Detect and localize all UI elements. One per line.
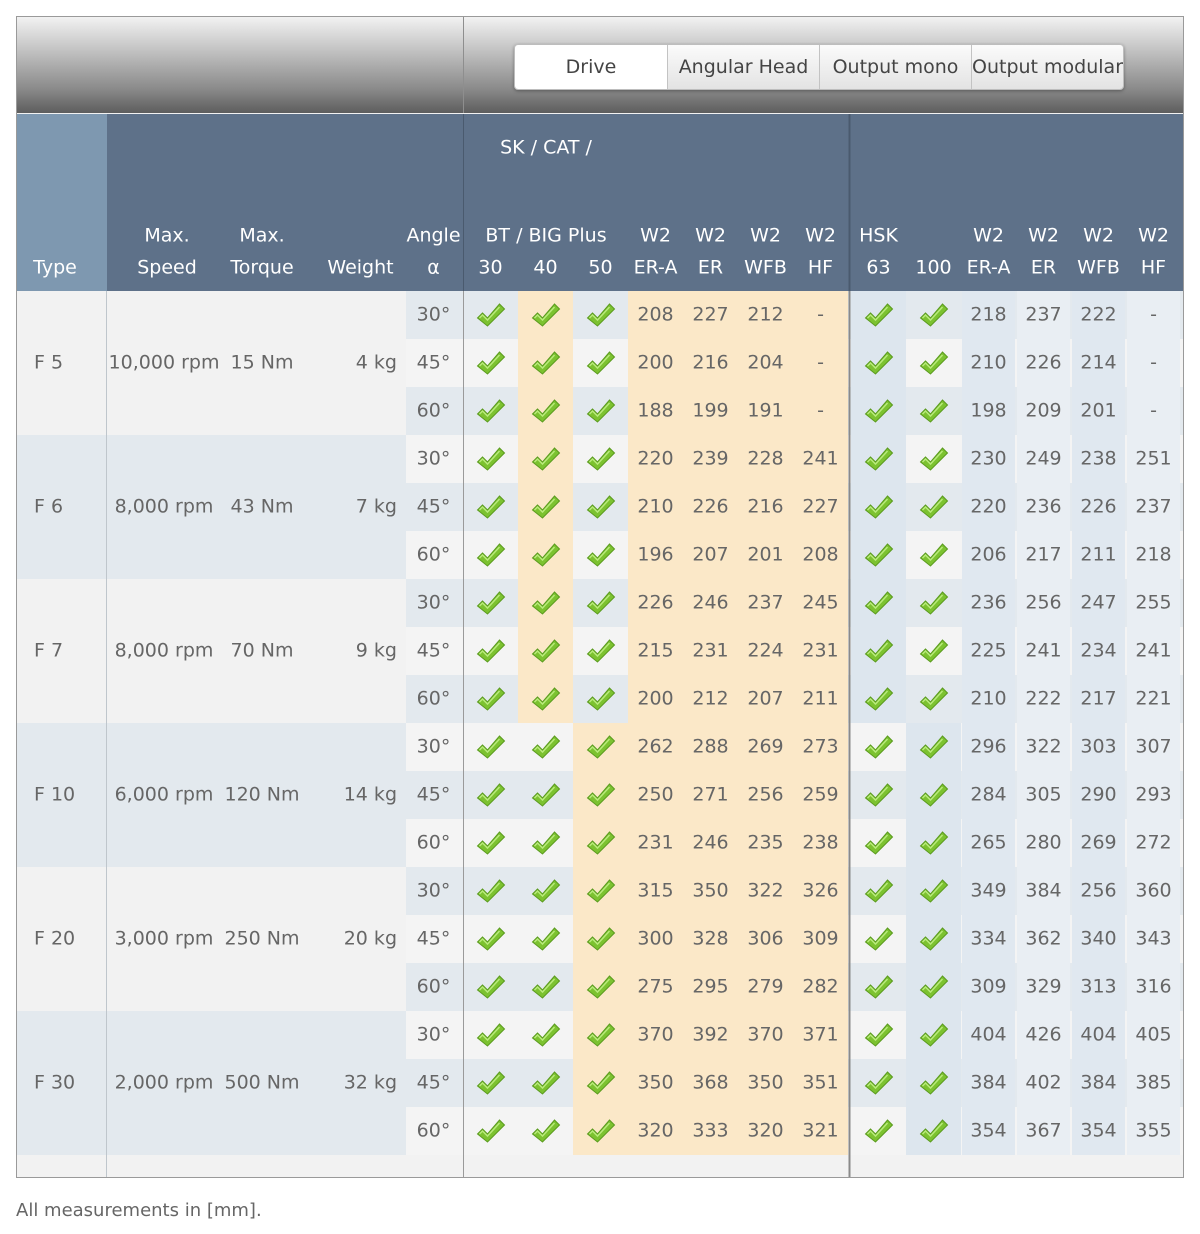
toolbar-divider (463, 17, 464, 113)
speed-cell: 3,000 rpm (114, 927, 214, 950)
angle-cell: 45° (416, 495, 451, 518)
angle-cell: 45° (416, 927, 451, 950)
angle-column-header: Angle (406, 224, 461, 247)
length-value-cell: 228 (747, 447, 784, 470)
speed-cell: 10,000 rpm (108, 351, 220, 374)
length-value-cell: 217 (1025, 543, 1062, 566)
speed-cell: 8,000 rpm (114, 495, 214, 518)
length-value-cell: 320 (747, 1119, 784, 1142)
type-cell: F 20 (34, 927, 76, 950)
length-value-cell: 227 (802, 495, 839, 518)
length-value-cell: 334 (970, 927, 1007, 950)
length-value-cell: 316 (1135, 975, 1172, 998)
length-value-cell: 288 (692, 735, 729, 758)
table-toolbar (17, 17, 1183, 113)
length-value-cell: 226 (1025, 351, 1062, 374)
size-column-header: 100 (915, 256, 952, 279)
length-value-cell: 210 (970, 687, 1007, 710)
length-value-cell: 224 (747, 639, 784, 662)
length-value-cell: 237 (1135, 495, 1172, 518)
length-value-cell: 218 (1135, 543, 1172, 566)
w2-column-header: W2 (640, 224, 671, 247)
length-value-cell: 238 (802, 831, 839, 854)
length-value-cell: 351 (802, 1071, 839, 1094)
length-value-cell: 309 (802, 927, 839, 950)
length-value-cell: 309 (970, 975, 1007, 998)
length-value-cell: 329 (1025, 975, 1062, 998)
w2-column-header: HF (1140, 256, 1167, 279)
length-value-cell: 249 (1025, 447, 1062, 470)
speed-column-header: Max. (144, 224, 190, 247)
type-cell: F 5 (34, 351, 64, 374)
length-value-cell: 246 (692, 831, 729, 854)
length-value-cell: 218 (970, 303, 1007, 326)
angle-cell: 30° (416, 303, 451, 326)
length-value-cell: 322 (1025, 735, 1062, 758)
length-value-cell: 245 (802, 591, 839, 614)
angle-cell: 45° (416, 783, 451, 806)
torque-column-header: Torque (230, 256, 294, 279)
tab-drive[interactable]: Drive (515, 45, 667, 89)
angle-cell: 45° (416, 1071, 451, 1094)
weight-column-header: Weight (327, 256, 394, 279)
length-value-cell: 251 (1135, 447, 1172, 470)
length-value-cell: 230 (970, 447, 1007, 470)
angle-cell: 30° (416, 1023, 451, 1046)
length-value-cell: 222 (1025, 687, 1062, 710)
length-value-cell: 280 (1025, 831, 1062, 854)
length-value-cell: 300 (637, 927, 674, 950)
length-value-cell: 220 (970, 495, 1007, 518)
length-value-cell: 241 (1135, 639, 1172, 662)
angle-cell: 30° (416, 591, 451, 614)
length-value-cell: 384 (1025, 879, 1062, 902)
length-value-cell: 350 (692, 879, 729, 902)
interface-group-title: SK / CAT / (500, 136, 592, 159)
length-value-cell: 350 (637, 1071, 674, 1094)
length-value-cell: 250 (637, 783, 674, 806)
size-column-header: 63 (866, 256, 891, 279)
length-value-cell: 236 (1025, 495, 1062, 518)
length-value-cell: 235 (747, 831, 784, 854)
length-value-cell: 207 (747, 687, 784, 710)
type-column-header: Type (33, 256, 77, 279)
w2-column-header: ER-A (633, 256, 678, 279)
length-value-cell: 196 (637, 543, 674, 566)
torque-cell: 70 Nm (230, 639, 294, 662)
weight-cell: 20 kg (343, 927, 397, 950)
length-value-cell: 262 (637, 735, 674, 758)
w2-column-header: W2 (805, 224, 836, 247)
length-value-cell: 188 (637, 399, 674, 422)
length-value-cell: 191 (747, 399, 784, 422)
type-cell: F 7 (34, 639, 64, 662)
angle-cell: 30° (416, 735, 451, 758)
w2-column-header: HF (807, 256, 834, 279)
type-cell: F 6 (34, 495, 64, 518)
view-tab-group (514, 44, 1124, 90)
torque-cell: 43 Nm (230, 495, 294, 518)
angle-cell: 45° (416, 351, 451, 374)
length-value-cell: 239 (692, 447, 729, 470)
length-value-cell: 231 (637, 831, 674, 854)
length-value-cell: 234 (1080, 639, 1117, 662)
length-value-cell: 405 (1135, 1023, 1172, 1046)
length-value-cell: 269 (1080, 831, 1117, 854)
length-value-cell: 256 (747, 783, 784, 806)
length-value-cell: 293 (1135, 783, 1172, 806)
length-value-cell: 273 (802, 735, 839, 758)
length-value-cell: 259 (802, 783, 839, 806)
w2-column-header: W2 (973, 224, 1004, 247)
length-value-cell: 227 (692, 303, 729, 326)
length-value-cell: 237 (1025, 303, 1062, 326)
angle-cell: 60° (416, 831, 451, 854)
length-value-cell: - (1150, 399, 1157, 422)
length-value-cell: 226 (637, 591, 674, 614)
length-value-cell: 255 (1135, 591, 1172, 614)
weight-cell: 9 kg (355, 639, 397, 662)
length-value-cell: 206 (970, 543, 1007, 566)
length-value-cell: 404 (1080, 1023, 1117, 1046)
length-value-cell: 306 (747, 927, 784, 950)
length-value-cell: 200 (637, 687, 674, 710)
table-footer-strip (17, 1155, 1183, 1177)
length-value-cell: 212 (692, 687, 729, 710)
w2-column-header: ER (697, 256, 724, 279)
length-value-cell: 402 (1025, 1071, 1062, 1094)
length-value-cell: 290 (1080, 783, 1117, 806)
length-value-cell: 207 (692, 543, 729, 566)
length-value-cell: 271 (692, 783, 729, 806)
interface-group-title: HSK (859, 224, 898, 247)
w2-column-header: ER-A (966, 256, 1011, 279)
speed-column-header: Speed (137, 256, 197, 279)
length-value-cell: 385 (1135, 1071, 1172, 1094)
angle-cell: 60° (416, 975, 451, 998)
torque-cell: 15 Nm (230, 351, 294, 374)
length-value-cell: 208 (802, 543, 839, 566)
length-value-cell: 328 (692, 927, 729, 950)
length-value-cell: 241 (1025, 639, 1062, 662)
length-value-cell: 354 (970, 1119, 1007, 1142)
length-value-cell: 211 (1080, 543, 1117, 566)
tab-output-mono[interactable]: Output mono (819, 45, 971, 89)
length-value-cell: - (817, 351, 824, 374)
length-value-cell: 320 (637, 1119, 674, 1142)
length-value-cell: 295 (692, 975, 729, 998)
spec-table (17, 114, 1183, 1177)
length-value-cell: 370 (637, 1023, 674, 1046)
length-value-cell: 269 (747, 735, 784, 758)
length-value-cell: 326 (802, 879, 839, 902)
angle-cell: 60° (416, 399, 451, 422)
length-value-cell: 384 (1080, 1071, 1117, 1094)
length-value-cell: 256 (1025, 591, 1062, 614)
torque-cell: 250 Nm (224, 927, 300, 950)
angle-cell: 30° (416, 879, 451, 902)
length-value-cell: 303 (1080, 735, 1117, 758)
torque-cell: 500 Nm (224, 1071, 300, 1094)
length-value-cell: 238 (1080, 447, 1117, 470)
length-value-cell: 368 (692, 1071, 729, 1094)
speed-cell: 2,000 rpm (114, 1071, 214, 1094)
w2-column-header: WFB (1077, 256, 1120, 279)
length-value-cell: 313 (1080, 975, 1117, 998)
length-value-cell: 216 (692, 351, 729, 374)
length-value-cell: 225 (970, 639, 1007, 662)
angle-cell: 60° (416, 543, 451, 566)
length-value-cell: 384 (970, 1071, 1007, 1094)
angle-cell: 30° (416, 447, 451, 470)
length-value-cell: 333 (692, 1119, 729, 1142)
weight-cell: 7 kg (355, 495, 397, 518)
length-value-cell: 201 (1080, 399, 1117, 422)
length-value-cell: 340 (1080, 927, 1117, 950)
length-value-cell: 265 (970, 831, 1007, 854)
angle-cell: 60° (416, 1119, 451, 1142)
length-value-cell: 279 (747, 975, 784, 998)
length-value-cell: 215 (637, 639, 674, 662)
size-column-header: 50 (588, 256, 613, 279)
interface-group-subtitle: BT / BIG Plus (485, 224, 607, 247)
angle-cell: 60° (416, 687, 451, 710)
length-value-cell: 201 (747, 543, 784, 566)
length-value-cell: 246 (692, 591, 729, 614)
length-value-cell: 282 (802, 975, 839, 998)
length-value-cell: 362 (1025, 927, 1062, 950)
speed-cell: 6,000 rpm (114, 783, 214, 806)
w2-column-header: W2 (1083, 224, 1114, 247)
length-value-cell: 231 (692, 639, 729, 662)
length-value-cell: 322 (747, 879, 784, 902)
length-value-cell: 404 (970, 1023, 1007, 1046)
length-value-cell: 241 (802, 447, 839, 470)
length-value-cell: 199 (692, 399, 729, 422)
length-value-cell: 284 (970, 783, 1007, 806)
length-value-cell: 231 (802, 639, 839, 662)
measurement-note: All measurements in [mm]. (16, 1200, 262, 1221)
angle-cell: 45° (416, 639, 451, 662)
type-cell: F 10 (34, 783, 76, 806)
length-value-cell: 216 (747, 495, 784, 518)
length-value-cell: 226 (1080, 495, 1117, 518)
length-value-cell: 367 (1025, 1119, 1062, 1142)
w2-column-header: WFB (744, 256, 787, 279)
weight-cell: 14 kg (343, 783, 397, 806)
tab-angular-head[interactable]: Angular Head (667, 45, 819, 89)
length-value-cell: 237 (747, 591, 784, 614)
length-value-cell: 198 (970, 399, 1007, 422)
length-value-cell: 315 (637, 879, 674, 902)
length-value-cell: - (1150, 351, 1157, 374)
length-value-cell: 360 (1135, 879, 1172, 902)
tab-output-modular[interactable]: Output modular (971, 45, 1123, 89)
length-value-cell: 355 (1135, 1119, 1172, 1142)
length-value-cell: 226 (692, 495, 729, 518)
length-value-cell: 256 (1080, 879, 1117, 902)
length-value-cell: 211 (802, 687, 839, 710)
length-value-cell: 200 (637, 351, 674, 374)
length-value-cell: 371 (802, 1023, 839, 1046)
length-value-cell: 222 (1080, 303, 1117, 326)
size-column-header: 30 (478, 256, 503, 279)
length-value-cell: 221 (1135, 687, 1172, 710)
length-value-cell: 210 (970, 351, 1007, 374)
length-value-cell: 350 (747, 1071, 784, 1094)
length-value-cell: 212 (747, 303, 784, 326)
torque-column-header: Max. (239, 224, 285, 247)
size-column-header: 40 (533, 256, 558, 279)
w2-column-header: W2 (695, 224, 726, 247)
length-value-cell: - (1150, 303, 1157, 326)
length-value-cell: 343 (1135, 927, 1172, 950)
w2-column-header: W2 (750, 224, 781, 247)
length-value-cell: 349 (970, 879, 1007, 902)
length-value-cell: 321 (802, 1119, 839, 1142)
length-value-cell: 220 (637, 447, 674, 470)
length-value-cell: 370 (747, 1023, 784, 1046)
length-value-cell: - (817, 303, 824, 326)
length-value-cell: 236 (970, 591, 1007, 614)
length-value-cell: 204 (747, 351, 784, 374)
length-value-cell: 307 (1135, 735, 1172, 758)
torque-cell: 120 Nm (224, 783, 300, 806)
length-value-cell: 247 (1080, 591, 1117, 614)
weight-cell: 4 kg (355, 351, 397, 374)
w2-column-header: W2 (1028, 224, 1059, 247)
w2-column-header: ER (1030, 256, 1057, 279)
w2-column-header: W2 (1138, 224, 1169, 247)
length-value-cell: 210 (637, 495, 674, 518)
length-value-cell: 209 (1025, 399, 1062, 422)
length-value-cell: 208 (637, 303, 674, 326)
length-value-cell: 275 (637, 975, 674, 998)
length-value-cell: 392 (692, 1023, 729, 1046)
product-table-panel (16, 16, 1184, 1178)
length-value-cell: 272 (1135, 831, 1172, 854)
speed-cell: 8,000 rpm (114, 639, 214, 662)
weight-cell: 32 kg (343, 1071, 397, 1094)
length-value-cell: 214 (1080, 351, 1117, 374)
length-value-cell: 426 (1025, 1023, 1062, 1046)
length-value-cell: 296 (970, 735, 1007, 758)
angle-column-header: α (427, 256, 440, 279)
length-value-cell: 217 (1080, 687, 1117, 710)
length-value-cell: 354 (1080, 1119, 1117, 1142)
type-cell: F 30 (34, 1071, 76, 1094)
length-value-cell: - (817, 399, 824, 422)
length-value-cell: 305 (1025, 783, 1062, 806)
